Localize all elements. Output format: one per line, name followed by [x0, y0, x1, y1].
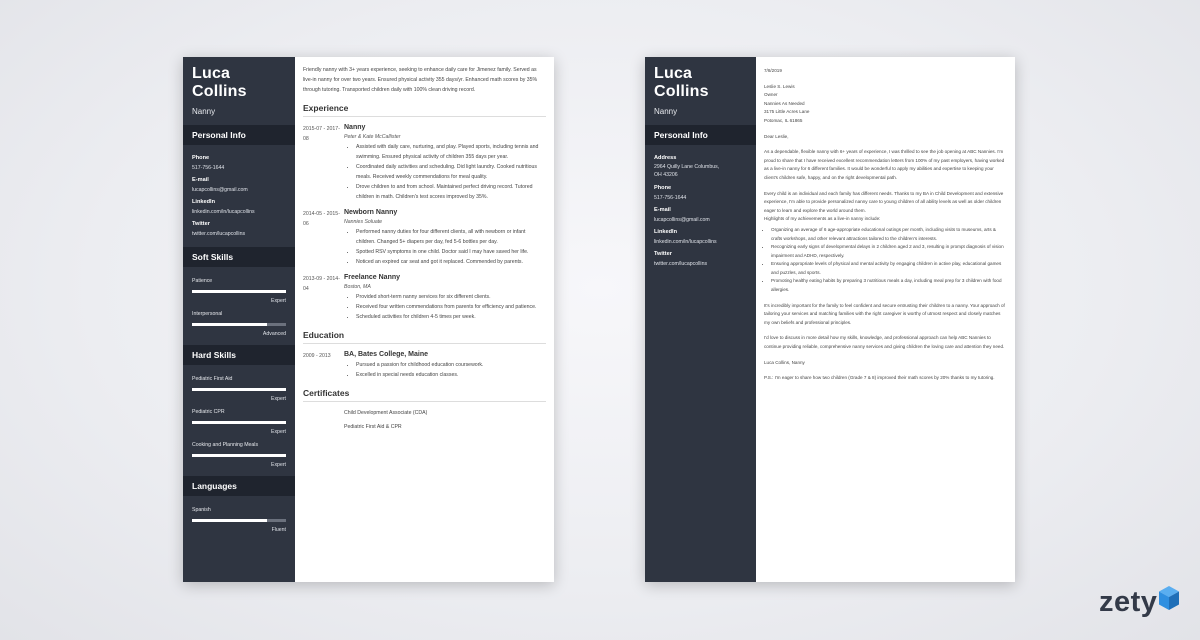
skill-name: Pediatric First Aid	[192, 376, 233, 382]
bullet-item: • Pursued a passion for childhood education coursework.	[356, 360, 546, 370]
skill-level-bar	[192, 323, 286, 326]
bullet-item: • Provided short-term nanny services for six different clients.	[356, 292, 546, 302]
logo-text: zety	[1099, 586, 1158, 618]
skill-item	[192, 278, 286, 304]
phone-value: 517-756-1644	[654, 195, 687, 201]
job-employer: Boston, MA	[344, 284, 371, 290]
recipient-line: Nannies As Needed	[764, 100, 805, 106]
email-label: E-mail	[654, 207, 671, 213]
recipient-line: Leslie S. Lewis	[764, 83, 795, 89]
skill-level-label: Expert	[271, 429, 286, 435]
skill-level-bar	[192, 454, 286, 457]
skill-level-label: Expert	[271, 298, 286, 304]
resume-summary: Friendly nanny with 3+ years experience, seeking to enhance daily care for Jimenez family. Served as live-in nanny for over two years. Ensured physical activity 355 days/yr. Enhanced math scores by 35% through tutoring. Transported children daily with 100% clean driving record.	[303, 67, 538, 93]
education-heading: Education	[303, 330, 546, 344]
linkedin-label: LinkedIn	[654, 229, 677, 235]
email-value: lucapcollins@gmail.com	[654, 217, 710, 223]
bullet-item: • Assisted with daily care, nurturing, and play. Played sports, including tennis and swimming. Ensured physical activity of children 355 days per year.	[356, 142, 546, 162]
letter-personal-info-section	[645, 145, 756, 271]
letter-paragraph: Every child is an individual and each family has different needs. Thanks to my BA in Child Development and extensive experience, I'm able to provide personalized nanny care to young children of all ability levels as well as older children eager to learn and explore the world around them.	[764, 190, 1004, 213]
bullet-item: • Drove children to and from school. Maintained perfect driving record. Tutored children in math. Children's test scores improved by 35%.	[356, 182, 546, 202]
letter-paragraph: I'd love to discuss in more detail how my skills, knowledge, and professional approach can help ABC Nannies to continue providing reliable, comprehensive nanny services and giving children the loving care and attention they need.	[764, 335, 1005, 350]
skill-level-label: Expert	[271, 462, 286, 468]
skill-level-bar	[192, 421, 286, 424]
languages-heading: Languages	[183, 476, 295, 496]
skill-name: Pediatric CPR	[192, 409, 225, 415]
zety-logo	[1099, 586, 1180, 619]
recipient-line: Owner	[764, 92, 778, 98]
hard-skills-heading: Hard Skills	[183, 345, 295, 365]
letter-paragraph: As a dependable, flexible nanny with 6+ years of experience, I was thrilled to see the job opening at ABC Nannies. I'm proud to share that I have received excellent recommendation letters from 100% of my past employers, having worked as a live-in nanny for 6 different families. It would be wonderful to apply my abilities and expertise to keeping your client's children safe, happy, and on the right developmental path.	[764, 149, 1005, 180]
resume-document	[183, 57, 554, 582]
hard-skills-section	[183, 365, 295, 472]
skill-level-label: Expert	[271, 396, 286, 402]
recipient-line: 3175 Little Acres Lane	[764, 109, 810, 115]
letter-sidebar	[645, 57, 756, 582]
letter-name: Luca Collins	[654, 65, 709, 100]
skill-level-fill	[192, 454, 286, 457]
letter-paragraph: It's incredibly important for the family to feel confident and secure entrusting their children to a nanny. Your approach of tailoring your services and matching families with the right caregiver is worthy of utmost respect and closely matches my own beliefs and professional principles.	[764, 302, 1005, 325]
recipient-block	[764, 83, 1007, 126]
skill-level-fill	[192, 323, 267, 326]
cover-letter-document	[645, 57, 1015, 582]
experience-entry	[303, 274, 546, 322]
letter-salutation: Dear Leslie,	[764, 133, 789, 139]
job-title: Freelance Nanny	[344, 274, 401, 281]
skill-item	[192, 409, 286, 435]
skill-item	[192, 376, 286, 402]
job-employer: Peter & Kate McCallister	[344, 134, 401, 140]
phone-label: Phone	[654, 185, 672, 191]
letter-body	[756, 57, 1015, 582]
language-level-label: Fluent	[271, 527, 286, 533]
letter-date: 7/8/2019	[764, 68, 782, 73]
skill-item	[192, 442, 286, 468]
bullet-item: • Coordinated daily activities and scheduling. Did light laundry. Cooked nutritious meals. Received weekly commendations for meal quality.	[356, 162, 546, 182]
letter-personal-info-heading: Personal Info	[645, 125, 756, 145]
job-bullets	[344, 142, 546, 202]
linkedin-value: linkedin.com/in/lucapcollins	[654, 239, 717, 245]
resume-name: Luca Collins	[192, 65, 247, 100]
address-value: 2964 Quilly Lane Columbus, OH 43206	[654, 164, 720, 178]
language-name: Spanish	[192, 507, 211, 513]
skill-level-bar	[192, 388, 286, 391]
language-level-fill	[192, 519, 267, 522]
skill-name: Interpersonal	[192, 311, 223, 317]
education-bullets	[344, 360, 546, 380]
letter-job-title: Nanny	[654, 107, 678, 116]
bullet-item: • Received four written commendations from parents for efficiency and patience.	[356, 302, 546, 312]
bullet-item: • Excelled in special needs education classes.	[356, 370, 546, 380]
personal-info-section	[183, 145, 295, 247]
highlights-list	[764, 226, 1007, 295]
twitter-value: twitter.com/lucapcollins	[654, 261, 708, 267]
highlight-item: • Ensuring appropriate levels of physical and mental activity by engaging children in active play, educational games and puzzles, and sports.	[771, 260, 1007, 277]
skill-level-fill	[192, 388, 286, 391]
skill-level-fill	[192, 290, 286, 293]
twitter-value: twitter.com/lucapcollins	[192, 231, 246, 237]
address-label: Address	[654, 155, 677, 161]
personal-info-heading: Personal Info	[183, 125, 295, 145]
cube-icon	[1158, 585, 1180, 611]
highlights-intro: Highlights of my achievements as a live-in nanny include:	[764, 216, 881, 222]
experience-dates: 2013-09 - 2014-04	[303, 276, 340, 292]
twitter-label: Twitter	[654, 251, 672, 257]
experience-entry	[303, 209, 546, 267]
experience-heading: Experience	[303, 103, 546, 117]
language-item	[192, 507, 286, 533]
skill-level-fill	[192, 421, 286, 424]
job-bullets	[344, 292, 546, 322]
experience-dates: 2015-07 - 2017-08	[303, 126, 340, 142]
experience-dates: 2014-05 - 2015-06	[303, 211, 340, 227]
education-entry	[303, 351, 546, 380]
skill-level-bar	[192, 290, 286, 293]
linkedin-label: LinkedIn	[192, 199, 215, 205]
bullet-item: • Noticed an expired car seat and got it replaced. Commended by parents.	[356, 257, 546, 267]
email-value: lucapcollins@gmail.com	[192, 187, 248, 193]
degree-title: BA, Bates College, Maine	[344, 351, 429, 358]
email-label: E-mail	[192, 177, 209, 183]
bullet-item: • Spotted RSV symptoms in one child. Doctor said I may have saved her life.	[356, 247, 546, 257]
job-bullets	[344, 227, 546, 267]
resume-job-title: Nanny	[192, 107, 216, 116]
certificates-heading: Certificates	[303, 388, 546, 402]
language-level-bar	[192, 519, 286, 522]
skill-item	[192, 311, 286, 337]
phone-value: 517-756-1644	[192, 165, 225, 171]
skill-level-label: Advanced	[262, 331, 286, 337]
skill-name: Cooking and Planning Meals	[192, 442, 259, 448]
job-title: Newborn Nanny	[344, 209, 398, 216]
soft-skills-section	[183, 267, 295, 341]
bullet-item: • Scheduled activities for children 4-5 times per week.	[356, 312, 546, 322]
recipient-line: Potomac, IL 61865	[764, 117, 803, 123]
certificate-item: Child Development Associate (CDA)	[344, 410, 428, 416]
education-dates: 2009 - 2013	[303, 353, 331, 359]
highlight-item: • Organizing an average of 6 age-appropriate educational outings per month, including visits to museums, arts & crafts workshops, and other relevant attractions tailored to the children's interests.	[771, 226, 1007, 243]
letter-signoff: Luca Collins, Nanny	[764, 359, 805, 365]
phone-label: Phone	[192, 155, 210, 161]
job-employer: Nannies Soluate	[344, 219, 383, 225]
linkedin-value: linkedin.com/in/lucapcollins	[192, 209, 255, 215]
experience-entry	[303, 124, 546, 202]
twitter-label: Twitter	[192, 221, 210, 227]
bullet-item: • Performed nanny duties for four different clients, all with newborn or infant children. Changed 5+ diapers per day, fed 5-6 bottles per day.	[356, 227, 546, 247]
resume-main	[295, 57, 554, 582]
skill-name: Patience	[192, 278, 213, 284]
soft-skills-heading: Soft Skills	[183, 247, 295, 267]
job-title: Nanny	[344, 124, 366, 131]
certificate-item: Pediatric First Aid & CPR	[344, 424, 402, 430]
letter-postscript: P.S.: I'm eager to share how two children (Grade 7 & 8) improved their math scores by 20% thanks to my tutoring.	[764, 375, 995, 381]
highlight-item: • Recognizing early signs of developmental delays in 2 children aged 2 and 3, resulting in prompt diagnosis of vision impairment and ADHD, respectively.	[771, 243, 1007, 260]
languages-section	[183, 496, 295, 537]
highlight-item: • Promoting healthy eating habits by preparing 3 nutritious meals a day, including meal prep for 3 children with food allergies.	[771, 277, 1007, 294]
resume-sidebar	[183, 57, 295, 582]
